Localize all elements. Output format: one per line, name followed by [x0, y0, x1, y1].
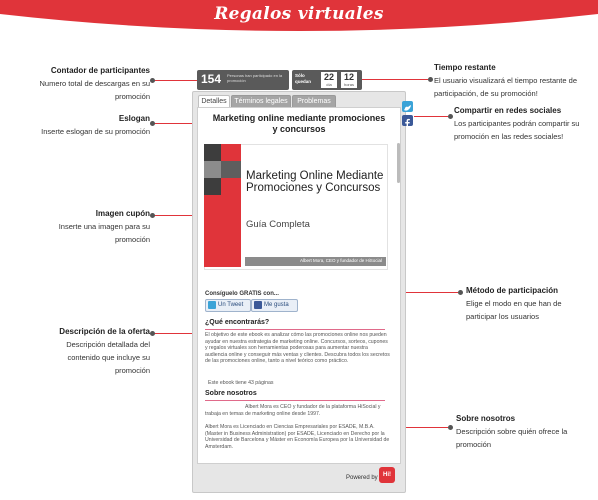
- cover-square: [221, 178, 241, 195]
- section-divider: [205, 329, 385, 330]
- twitter-share-icon[interactable]: [402, 101, 413, 112]
- tab-terminos-legales[interactable]: Términos legales: [231, 95, 291, 108]
- about-text-2: Albert Mora es Licenciado en Ciencias Empresariales por ESADE, M.B.A. (Master in Business Administration) por ESADE, Licenciado en Derecho por la Universidad de Barcelona y Máster en Economía Europea por la Universidad de Amsterdam.: [205, 424, 390, 450]
- tweet-button[interactable]: [205, 299, 251, 312]
- banner-title: Regalos virtuales: [214, 4, 384, 24]
- scrollbar[interactable]: [397, 143, 400, 183]
- participant-count: 154: [201, 72, 222, 86]
- pages-info: Este ebook tiene 43 páginas: [208, 380, 274, 386]
- section-divider: [205, 400, 385, 401]
- tweet-button-label: Un Tweet: [218, 302, 244, 308]
- participant-count-label: Personas han participado en la promoción: [227, 73, 283, 83]
- anno-imagen-title: Imagen cupón: [95, 209, 150, 218]
- anno-imagen-dot: [150, 213, 155, 218]
- anno-tiempo-line: [362, 79, 428, 80]
- anno-tiempo-text: El usuario visualizará el tiempo restante de participación, de su promoción!: [434, 76, 577, 98]
- section-about-heading: Sobre nosotros: [205, 390, 257, 397]
- anno-imagen-text: Inserte una imagen para su promoción: [58, 222, 150, 244]
- anno-metodo-dot: [458, 290, 463, 295]
- twitter-icon: [208, 301, 216, 309]
- participant-counter: [197, 70, 289, 90]
- anno-eslogan-dot: [150, 121, 155, 126]
- like-button-label: Me gusta: [264, 302, 289, 308]
- cover-square: [204, 161, 221, 178]
- tab-detalles[interactable]: Detalles: [198, 95, 230, 108]
- cover-square: [204, 195, 241, 267]
- time-remaining-label: Sólo quedan: [295, 73, 312, 84]
- cover-subtitle: Guía Completa: [246, 219, 310, 230]
- cover-square: [221, 144, 241, 161]
- hisocial-logo[interactable]: Hi!: [379, 467, 395, 483]
- cover-author-bar: [245, 257, 386, 266]
- anno-metodo-text: Elige el modo en que han de participar los usuarios: [466, 299, 562, 321]
- get-free-label: Consíguelo GRATIS con...: [205, 291, 279, 297]
- anno-contador-title: Contador de participantes: [50, 66, 150, 75]
- anno-compartir-text: Los participantes podrán compartir su promoción en las redes sociales!: [454, 119, 580, 141]
- facebook-share-icon[interactable]: [402, 115, 413, 126]
- anno-contador-dot: [150, 78, 155, 83]
- hours-unit: horas: [343, 82, 354, 87]
- like-button[interactable]: [251, 299, 298, 312]
- cover-square: [204, 144, 221, 161]
- anno-sobre-text: Descripción sobre quién ofrece la promoción: [456, 427, 568, 449]
- anno-compartir-dot: [448, 114, 453, 119]
- cover-square: [221, 161, 241, 178]
- anno-compartir-line: [414, 116, 448, 117]
- section-what-heading: ¿Qué encontrarás?: [205, 319, 270, 326]
- offer-description: El objetivo de este ebook es analizar cómo las promociones online nos pueden ayudar en nuestra estrategia de marketing online. Concursos, sorteos, cupones y regalos virtuales son herramientas poderosas para aumentar nuestra audiencia online y conseguir más ventas y clientes. Descubra todos los secretos de las promociones online, tanto a nivel teórico como práctico.: [205, 332, 390, 365]
- tab-problemas[interactable]: Problemas: [292, 95, 336, 108]
- anno-tiempo-dot: [428, 77, 433, 82]
- powered-by-label: Powered by: [346, 475, 378, 481]
- anno-descripcion-dot: [150, 331, 155, 336]
- days-unit: día: [326, 82, 332, 87]
- anno-eslogan-title: Eslogan: [118, 114, 150, 123]
- cover-title: Marketing Online Mediante Promociones y Concursos: [246, 170, 384, 194]
- promo-slogan: Marketing online mediante promociones y concursos: [212, 113, 386, 134]
- cover-author: Albert Mora, CEO y fundador de HiSocial: [299, 258, 382, 263]
- anno-eslogan-text: Inserte eslogan de su promoción: [41, 127, 150, 136]
- anno-tiempo-title: Tiempo restante: [434, 63, 496, 72]
- hours-value: 12: [343, 72, 354, 82]
- anno-descripcion-text: Descripción detallada del contenido que incluye su promoción: [66, 340, 150, 375]
- anno-contador-text: Numero total de descargas en su promoción: [39, 79, 150, 101]
- about-text-1: Albert Mora es CEO y fundador de la plataforma HiSocial y trabaja en temas de marketing online desde 1997.: [205, 404, 381, 417]
- cover-square: [204, 178, 221, 195]
- hours-cell: [341, 72, 357, 88]
- anno-descripcion-title: Descripción de la oferta: [59, 327, 150, 336]
- days-cell: [321, 72, 337, 88]
- time-remaining: [292, 70, 362, 90]
- days-value: 22: [323, 72, 334, 82]
- anno-sobre-dot: [448, 425, 453, 430]
- anno-compartir-title: Compartir en redes sociales: [454, 106, 562, 115]
- anno-sobre-title: Sobre nosotros: [456, 414, 516, 423]
- facebook-icon: [254, 301, 262, 309]
- anno-contador-line: [152, 80, 197, 81]
- anno-metodo-title: Método de participación: [466, 286, 559, 295]
